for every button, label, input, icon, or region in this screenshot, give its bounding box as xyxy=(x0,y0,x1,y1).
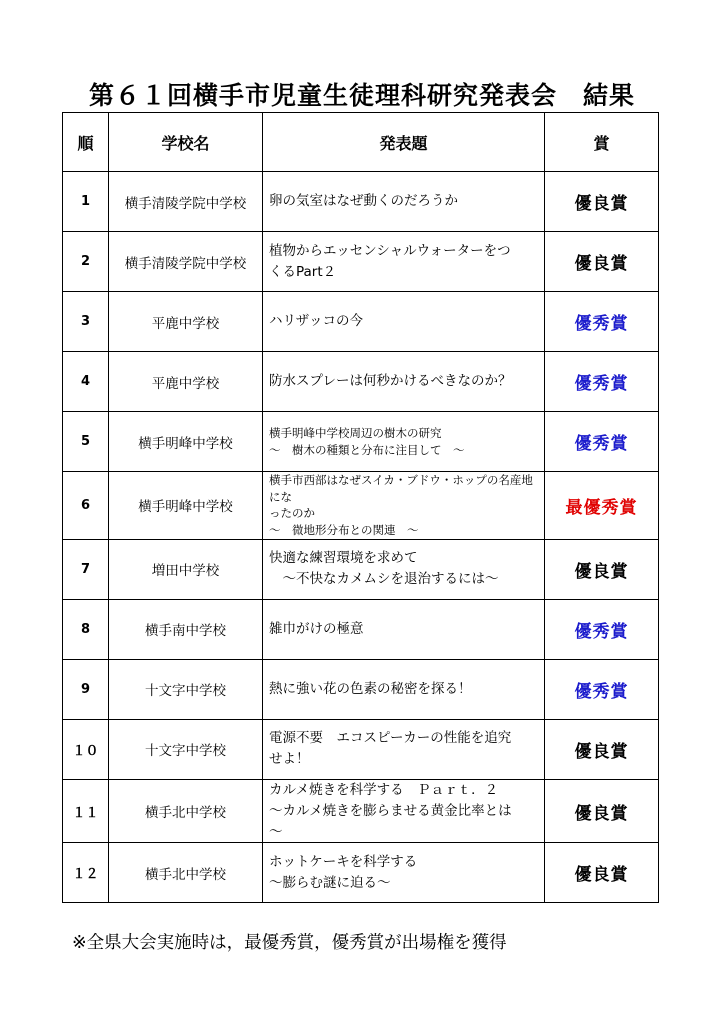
rank-cell: 5 xyxy=(63,412,109,472)
results-body xyxy=(63,172,659,903)
table-row xyxy=(63,412,659,472)
topic-line: 植物からエッセンシャルウォーターをつ xyxy=(269,242,511,259)
school-cell: 横手明峰中学校 xyxy=(109,472,263,540)
topic-cell xyxy=(263,779,545,843)
topic-line: 横手市西部はなぜスイカ・ブドウ・ホップの名産地にな xyxy=(269,473,533,504)
topic-line: カルメ焼きを科学する Ｐａｒｔ．２ xyxy=(269,781,499,798)
school-cell: 横手北中学校 xyxy=(109,779,263,843)
table-row xyxy=(63,172,659,232)
topic-line: ～カルメ焼きを膨らませる黄金比率とは xyxy=(269,802,512,819)
topic-cell xyxy=(263,719,545,779)
school-cell: 増田中学校 xyxy=(109,539,263,599)
topic-cell xyxy=(263,659,545,719)
topic-line: せよ！ xyxy=(269,751,310,768)
topic-line: 雑巾がけの極意 xyxy=(269,620,364,637)
school-cell: 平鹿中学校 xyxy=(109,352,263,412)
award-cell: 優秀賞 xyxy=(545,352,659,412)
table-row xyxy=(63,292,659,352)
header-award: 賞 xyxy=(545,113,659,172)
table-row xyxy=(63,599,659,659)
footnote: ※全県大会実施時は，最優秀賞，優秀賞が出場権を獲得 xyxy=(72,933,507,953)
award-cell: 優秀賞 xyxy=(545,412,659,472)
award-cell: 優良賞 xyxy=(545,539,659,599)
rank-cell: 9 xyxy=(63,659,109,719)
award-cell: 優良賞 xyxy=(545,232,659,292)
topic-line: ～ 微地形分布との関連 ～ xyxy=(269,523,419,538)
award-cell: 優良賞 xyxy=(545,172,659,232)
school-cell: 横手清陵学院中学校 xyxy=(109,172,263,232)
topic-line: 横手明峰中学校周辺の樹木の研究 xyxy=(269,425,442,440)
table-row xyxy=(63,539,659,599)
rank-cell: １２ xyxy=(63,843,109,903)
topic-cell xyxy=(263,539,545,599)
table-row xyxy=(63,719,659,779)
rank-cell: 4 xyxy=(63,352,109,412)
rank-cell: 7 xyxy=(63,539,109,599)
award-cell: 優秀賞 xyxy=(545,599,659,659)
table-row xyxy=(63,843,659,903)
rank-cell: 1 xyxy=(63,172,109,232)
rank-cell: １１ xyxy=(63,779,109,843)
topic-line: ～ 樹木の種類と分布に注目して ～ xyxy=(269,442,465,457)
award-cell: 最優秀賞 xyxy=(545,472,659,540)
school-cell: 平鹿中学校 xyxy=(109,292,263,352)
topic-cell xyxy=(263,232,545,292)
topic-cell xyxy=(263,599,545,659)
topic-line: 防水スプレーは何秒かけるべきなのか？ xyxy=(269,373,512,390)
topic-line: ～膨らむ謎に迫る～ xyxy=(269,874,391,891)
table-row xyxy=(63,659,659,719)
topic-line: ハリザッコの今 xyxy=(269,313,363,330)
table-row xyxy=(63,232,659,292)
table-row xyxy=(63,352,659,412)
award-cell: 優秀賞 xyxy=(545,659,659,719)
school-cell: 横手北中学校 xyxy=(109,843,263,903)
topic-line: 電源不要 エコスピーカーの性能を追究 xyxy=(269,730,512,747)
results-table xyxy=(62,112,659,903)
header-topic: 発表題 xyxy=(263,113,545,172)
school-cell: 横手明峰中学校 xyxy=(109,412,263,472)
topic-line: 卵の気室はなぜ動くのだろうか xyxy=(269,193,458,210)
school-cell: 横手南中学校 xyxy=(109,599,263,659)
award-cell: 優良賞 xyxy=(545,843,659,903)
topic-line: 熱に強い花の色素の秘密を探る！ xyxy=(269,680,472,697)
school-cell: 横手清陵学院中学校 xyxy=(109,232,263,292)
header-school: 学校名 xyxy=(109,113,263,172)
topic-cell xyxy=(263,352,545,412)
header-rank: 順 xyxy=(63,113,109,172)
award-cell: 優良賞 xyxy=(545,779,659,843)
rank-cell: 8 xyxy=(63,599,109,659)
table-header-row xyxy=(63,113,659,172)
topic-line: ホットケーキを科学する xyxy=(269,854,418,871)
page-title: 第６１回横手市児童生徒理科研究発表会 結果 xyxy=(88,81,635,110)
table-row xyxy=(63,472,659,540)
topic-cell xyxy=(263,172,545,232)
table-row xyxy=(63,779,659,843)
rank-cell: １０ xyxy=(63,719,109,779)
topic-line: ったのか xyxy=(269,506,315,521)
topic-line: ～ xyxy=(269,823,283,840)
rank-cell: 2 xyxy=(63,232,109,292)
topic-cell xyxy=(263,843,545,903)
topic-cell xyxy=(263,412,545,472)
topic-line: 快適な練習環境を求めて xyxy=(269,550,418,567)
rank-cell: 3 xyxy=(63,292,109,352)
rank-cell: 6 xyxy=(63,472,109,540)
topic-line: ～不快なカメムシを退治するには～ xyxy=(269,571,499,588)
award-cell: 優良賞 xyxy=(545,719,659,779)
school-cell: 十文字中学校 xyxy=(109,719,263,779)
school-cell: 十文字中学校 xyxy=(109,659,263,719)
topic-cell xyxy=(263,472,545,540)
topic-line: くるPart２ xyxy=(269,263,337,280)
award-cell: 優秀賞 xyxy=(545,292,659,352)
topic-cell xyxy=(263,292,545,352)
